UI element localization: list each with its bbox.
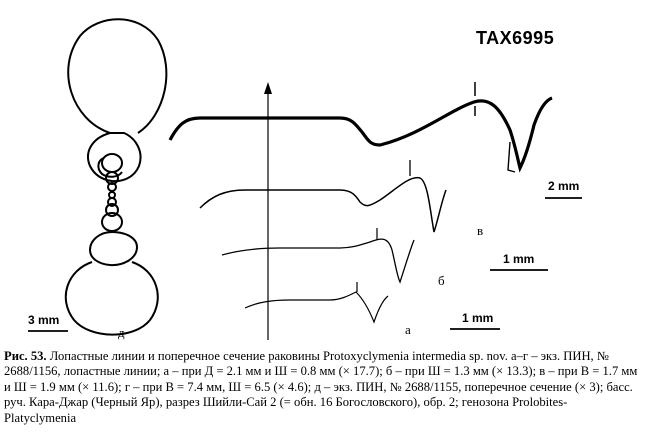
suture-line-top [170, 98, 552, 168]
panel-label-d: д [118, 325, 125, 340]
panel-label-b: б [438, 273, 445, 288]
scale-label-b: 1 mm [503, 252, 535, 266]
caption-number: Рис. 53. [4, 349, 47, 363]
caption-text: Лопастные линии и поперечное сечение раковины Protoxyclymenia intermedia sp. nov. а–г – экз. ПИН, № 2688/1156, лопастные линии; а – при Д = 2.1 мм и Ш = 0.8 мм (× 17.7); б – при Ш = 1.3 мм (× 13.3); в – при В = 1.7 мм и Ш = 1.9 мм (× 11.6); г – при В = 7.4 мм, Ш = 6.5 (× 4.6); д – экз. ПИН, № 2688/1155, поперечное сечение (× 3); басс. руч. Кара-Джар (Черный Яр), разрез Шийли-Сай 2 (= обн. 16 Богословского), обр. 2; генозона Prolobites-Platyclymenia [4, 349, 638, 425]
suture-line-a [245, 292, 388, 322]
scale-label-a: 1 mm [462, 311, 494, 325]
cross-section-drawing [66, 19, 167, 334]
scale-label-d: 3 mm [28, 313, 60, 327]
panel-label-a: а [405, 322, 411, 337]
figure-caption [4, 349, 638, 426]
suture-line-v [200, 178, 446, 232]
scale-label-top: 2 mm [548, 179, 580, 193]
tax-code-label: TAX6995 [476, 28, 555, 48]
panel-label-v: в [477, 223, 484, 238]
suture-line-b [222, 239, 414, 282]
